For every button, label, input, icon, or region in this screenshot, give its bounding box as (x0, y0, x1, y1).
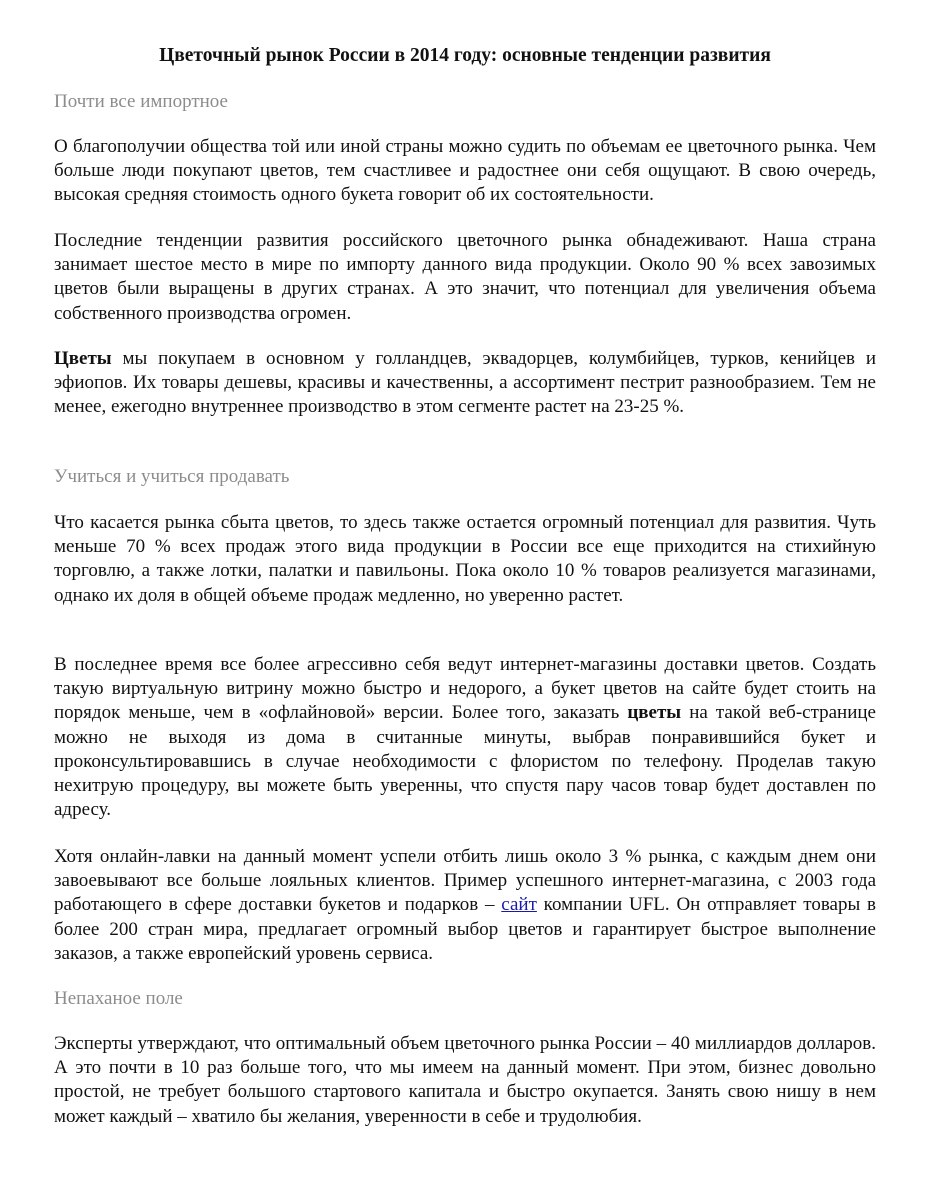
bold-keyword: Цветы (54, 348, 112, 369)
paragraph: Цветы мы покупаем в основном у голландцев, эквадорцев, колумбийцев, турков, кенийцев и эфиопов. Их товары дешевы, красивы и качественны, а ассортимент пестрит разнообразием. Тем не менее, ежегодно внутреннее производство в этом сегменте растет на 23-25 %. (54, 348, 876, 418)
section-heading-selling: Учиться и учиться продавать (54, 466, 290, 487)
bold-keyword: цветы (627, 702, 682, 724)
site-link[interactable]: сайт (501, 894, 537, 916)
document-title: Цветочный рынок России в 2014 году: основные тенденции развития (159, 45, 771, 66)
section-heading-imports: Почти все импортное (54, 91, 228, 112)
paragraph: Хотя онлайн-лавки на данный момент успели отбить лишь около 3 % рынка, с каждым днем они завоевывают все больше лояльных клиентов. Пример успешного интернет-магазина, с 2003 года работающего в сфере доставки букетов и подарков – сайт компании UFL. Он отправляет товары в более 200 стран мира, предлагает огромный выбор цветов и гарантирует быстрое выполнение заказов, а также европейский уровень сервиса. (54, 846, 877, 964)
paragraph: Эксперты утверждают, что оптимальный объем цветочного рынка России – 40 миллиардов долларов. А это почти в 10 раз больше того, что мы имеем на данный момент. При этом, бизнес довольно простой, не требует большого стартового капитала и быстро окупается. Занять свою нишу в нем может каждый – хватило бы желания, уверенности в себе и трудолюбия. (54, 1033, 876, 1127)
section-heading-unplowed-field: Непаханое поле (54, 988, 183, 1009)
paragraph: Что касается рынка сбыта цветов, то здесь также остается огромный потенциал для развития. Чуть меньше 70 % всех продаж этого вида продукции в России все еще приходится на стихийную торговлю, а также лотки, палатки и павильоны. Пока около 10 % товаров реализуется магазинами, однако их доля в общей объеме продаж медленно, но уверенно растет. (54, 512, 876, 606)
paragraph: В последнее время все более агрессивно себя ведут интернет-магазины доставки цветов. Создать такую виртуальную витрину можно быстро и недорого, а букет цветов на сайте будет стоить на порядок меньше, чем в «офлайновой» версии. Более того, заказать цветы на такой веб-странице можно не выходя из дома в считанные минуты, выбрав понравившийся букет и проконсультировавшись в случае необходимости с флористом по телефону. Проделав такую нехитрую процедуру, вы можете быть уверенны, что спустя пару часов товар будет доставлен по адресу. (54, 654, 876, 821)
paragraph: Последние тенденции развития российского цветочного рынка обнадеживают. Наша страна занимает шестое место в мире по импорту данного вида продукции. Около 90 % всех завозимых цветов были выращены в других странах. А это значит, что потенциал для увеличения объема собственного производства огромен. (54, 230, 876, 324)
paragraph: О благополучии общества той или иной страны можно судить по объемам ее цветочного рынка. Чем больше люди покупают цветов, тем счастливее и радостнее они себя ощущают. В свою очередь, высокая средняя стоимость одного букета говорит об их состоятельности. (54, 136, 876, 206)
